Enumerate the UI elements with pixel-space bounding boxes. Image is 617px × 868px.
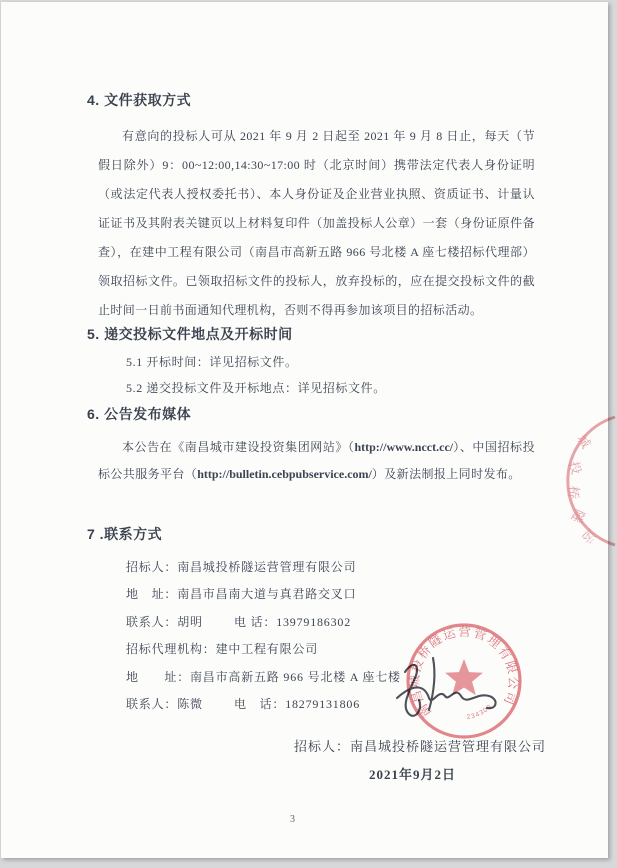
page-number: 3 xyxy=(290,814,295,825)
announcement-text-1: 本公告在《南昌城市建设投资集团网站》（ xyxy=(122,440,355,454)
section-4-paragraph: 有意向的投标人可从 2021 年 9 月 2 日起至 2021 年 9 月 8 日止，每天（节假日除外）9：00~12:00,14:30~17:00 时（北京时间）携带法定代表人身份证明（或法定代表人授权委托书）、本人身份证及企业营业执照、资质证书、计量认证证书及其附表关键页以上材料复印件（加盖投标人公章）一套（身份证原件备查），在建中工程有限公司（南昌市高新五路 966 号北楼 A 座七楼招标代理部）领取招标文件。已领取招标文件的投标人，放弃投标的，应在提交投标文件的截止时间一日前书面通知代理机构，否则不得再参加该项目的招标活动。 xyxy=(98,129,535,317)
contact-row-person-2: 联系人：陈微 电 话：18279131806 xyxy=(126,697,361,712)
signoff-bidder-line: 招标人：南昌城投桥隧运营管理有限公司 xyxy=(294,739,547,754)
section-5-item-2: 5.2 递交投标文件及开标地点：详见招标文件。 xyxy=(126,381,386,395)
section-7-heading: 7 .联系方式 xyxy=(87,526,163,542)
signature-scribble xyxy=(393,648,515,726)
cebpubservice-url: http://bulletin.cebpubservice.com/ xyxy=(197,467,372,481)
edge-seal-char: 隧 xyxy=(568,506,588,525)
edge-seal-char: 运 xyxy=(579,526,600,547)
document-page xyxy=(1,2,608,858)
contact-row-person-1: 联系人：胡明 电 话：13979186302 xyxy=(126,614,352,629)
contact-row-address-2: 地 址：南昌市高新五路 966 号北楼 A 座七楼 xyxy=(126,669,401,684)
contact-row-agency: 招标代理机构：建中工程有限公司 xyxy=(126,642,319,657)
section-5-heading: 5. 递交投标文件地点及开标时间 xyxy=(87,326,293,342)
section-5-item-1: 5.1 开标时间：详见招标文件。 xyxy=(126,355,298,369)
contact-block xyxy=(126,554,401,718)
seal-code: 234309 xyxy=(466,702,494,721)
section-4-heading: 4. 文件获取方式 xyxy=(87,92,192,108)
contact-row-bidder: 招标人：南昌城投桥隧运营管理有限公司 xyxy=(126,560,357,574)
signoff-date: 2021年9月2日 xyxy=(369,767,457,782)
seal-company-name: 南昌城投桥隧运营管理有限公司 xyxy=(407,624,521,720)
section-6-heading: 6. 公告发布媒体 xyxy=(87,406,192,422)
ncct-url: http://www.ncct.cc/ xyxy=(354,440,454,454)
announcement-text-3: ）及新法制报上同时发布。 xyxy=(371,467,521,481)
edge-seal-char: 桥 xyxy=(565,485,582,500)
edge-seal-char: 投 xyxy=(566,459,585,477)
announcement-text-2: ）、中国招标投标公共服务平台（ xyxy=(98,440,535,481)
contact-row-address-1: 地 址：南昌市昌南大道与真君路交叉口 xyxy=(126,587,357,602)
section-6-paragraph xyxy=(98,434,535,488)
edge-seal-char: 城 xyxy=(573,431,594,452)
edge-seal-arc xyxy=(568,417,615,545)
edge-seal-fragment xyxy=(544,414,617,548)
